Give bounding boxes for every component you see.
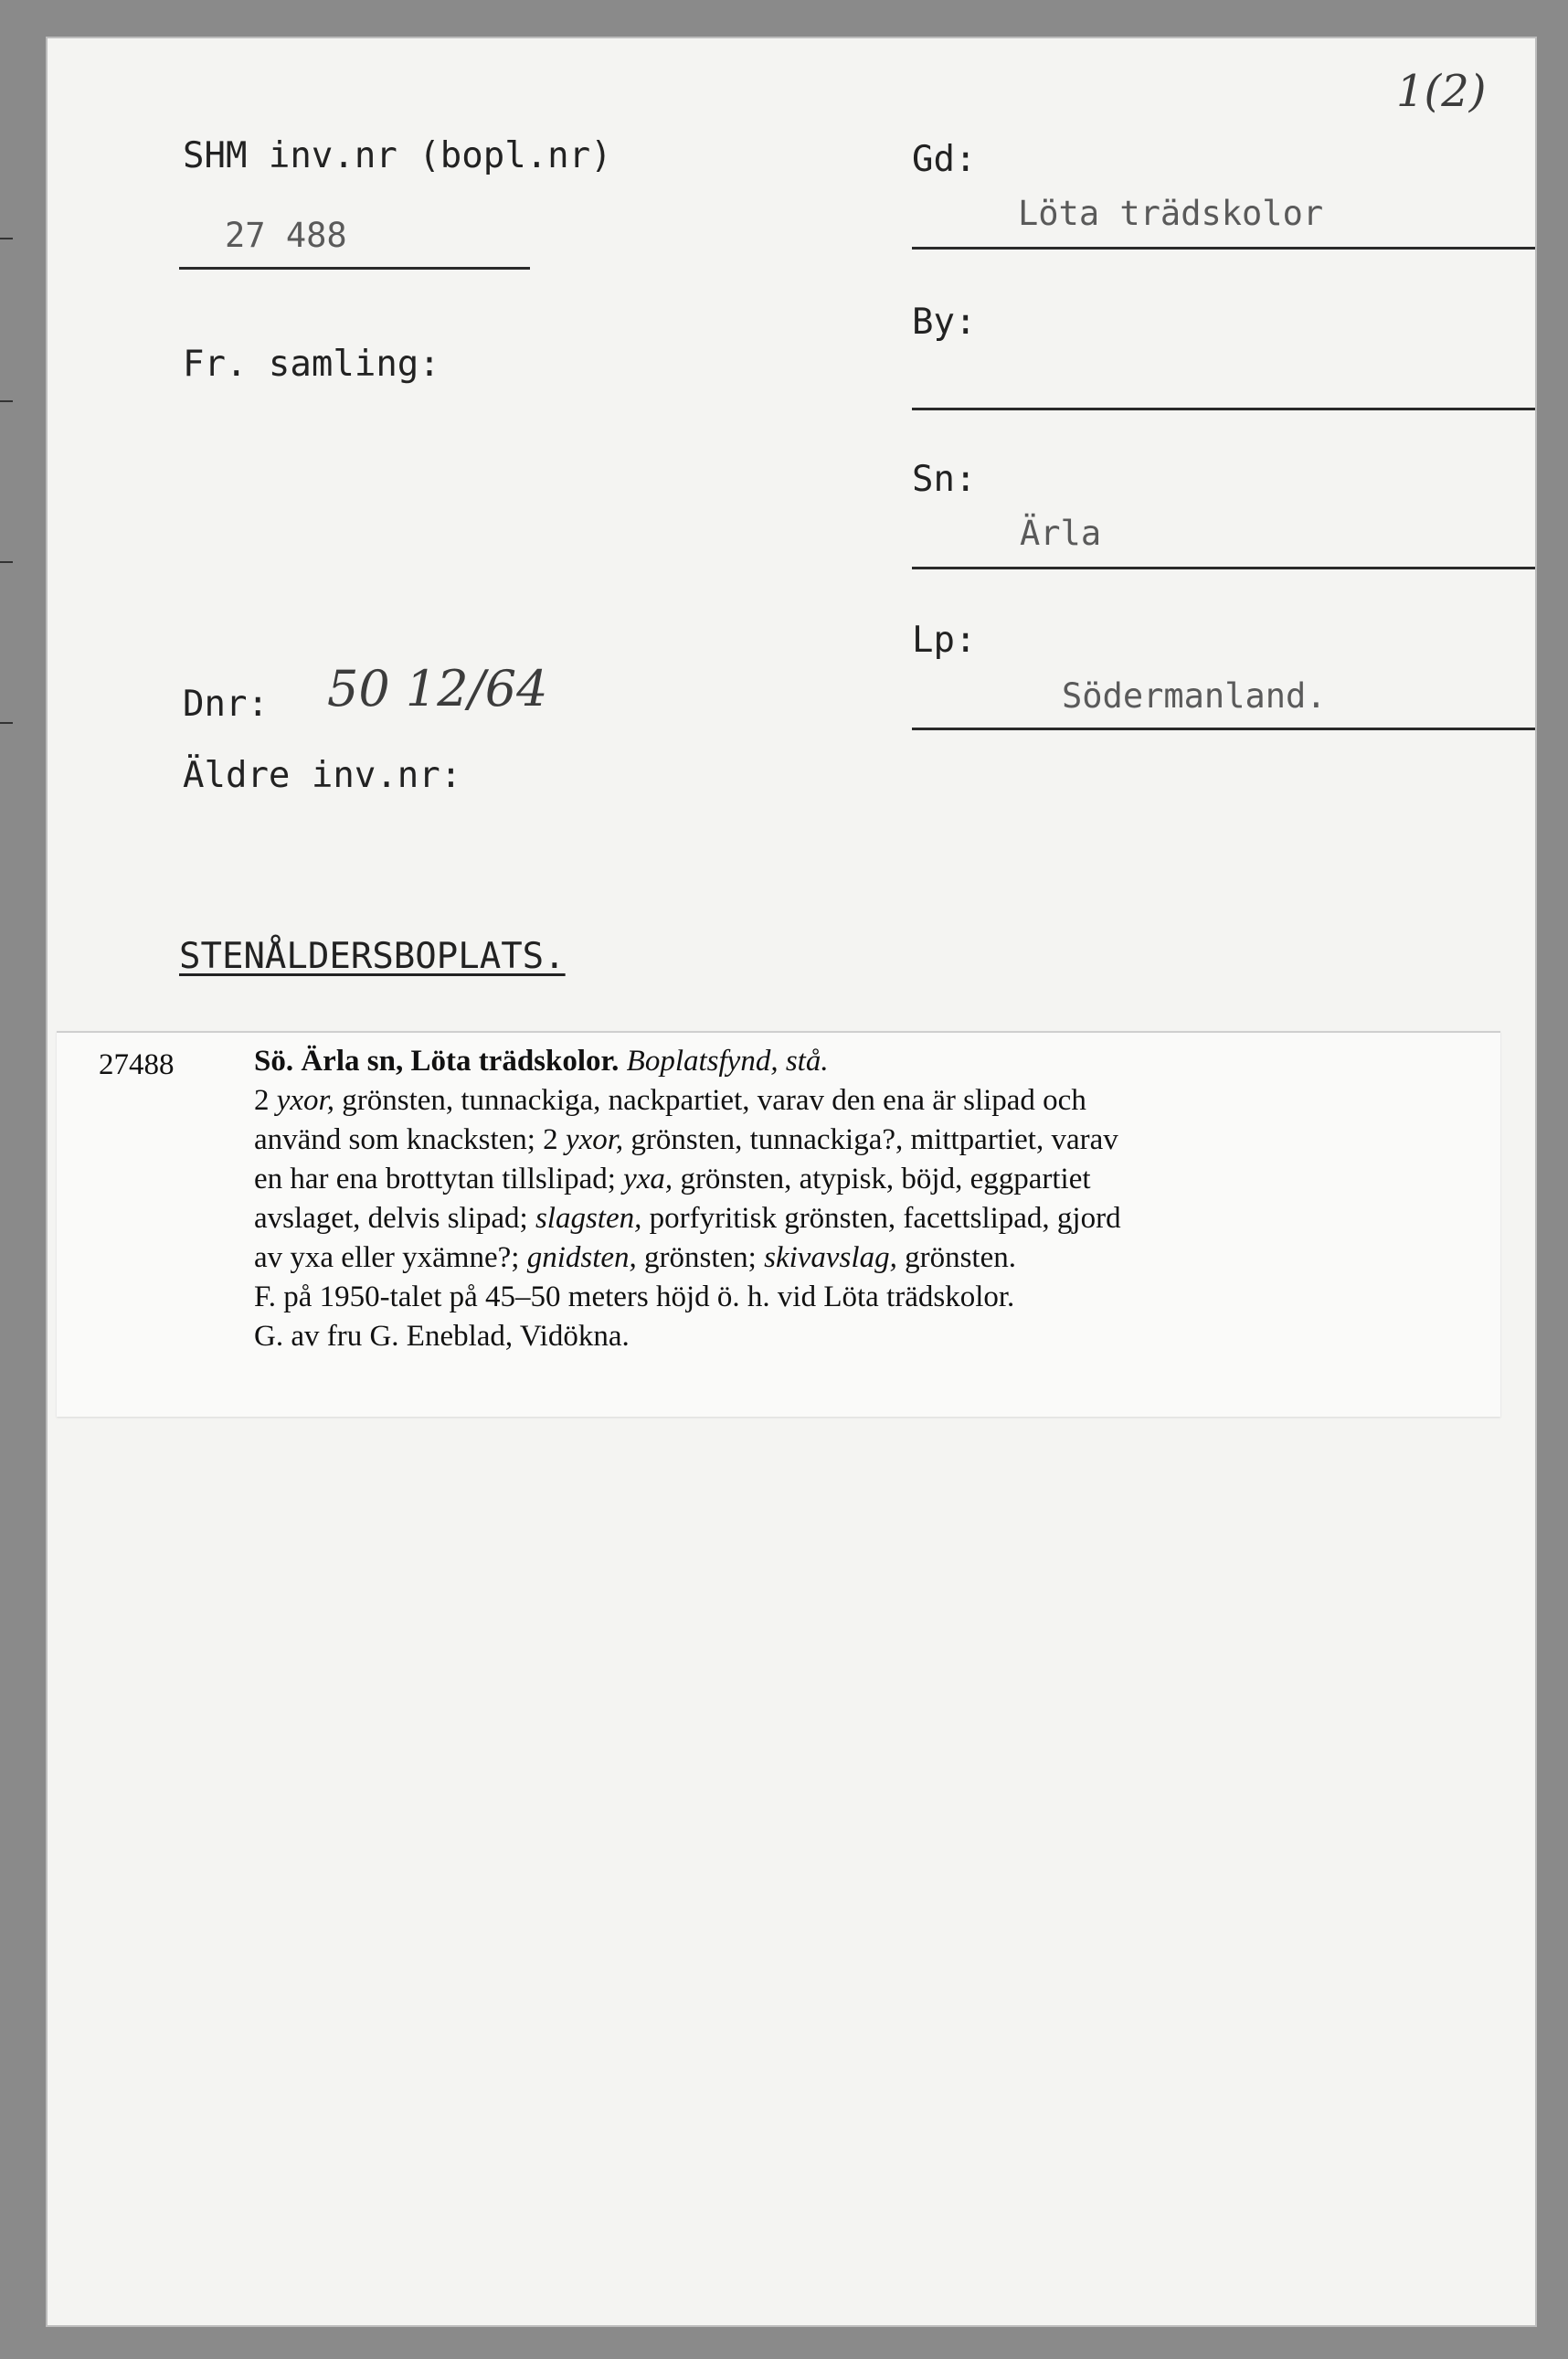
slip-text-part: grönsten. (905, 1241, 1016, 1274)
slip-line-7: F. på 1950-talet på 45–50 meters höjd ö. h. vid Löta trädskolor. (254, 1280, 1015, 1313)
slip-line-2 (254, 1081, 1351, 1121)
collection-label: Fr. samling: (183, 344, 440, 385)
by-underline (912, 408, 1535, 410)
lp-label: Lp: (912, 620, 977, 661)
sn-label: Sn: (912, 459, 977, 500)
slip-text-part: avslaget, delvis slipad; (254, 1202, 528, 1235)
slip-find-type: Boplatsfynd, stå. (626, 1045, 829, 1078)
slip-line-1 (254, 1042, 1351, 1081)
slip-term: skivavslag, (764, 1241, 897, 1274)
slip-term: yxa, (623, 1163, 673, 1195)
slip-line-6 (254, 1238, 1351, 1278)
by-label: By: (912, 302, 977, 343)
margin-tick (0, 238, 13, 239)
margin-tick (0, 722, 13, 724)
older-inv-label: Äldre inv.nr: (183, 755, 462, 796)
inv-value: 27 488 (225, 216, 347, 255)
slip-line-8: G. av fru G. Eneblad, Vidökna. (254, 1320, 630, 1353)
slip-term: yxor, (276, 1084, 334, 1117)
slip-text-part: en har ena brottytan tillslipad; (254, 1163, 616, 1195)
slip-text-part: grönsten, tunnackiga, nackpartiet, varav den ena är slipad och (342, 1084, 1086, 1117)
slip-text-part: 2 (254, 1084, 270, 1117)
slip-line-4 (254, 1160, 1351, 1199)
slip-line-3 (254, 1121, 1351, 1160)
slip-text-part: använd som knacksten; 2 (254, 1123, 558, 1156)
page-number: 1(2) (1396, 66, 1487, 117)
margin-tick (0, 400, 13, 402)
slip-locality: Sö. Ärla sn, Löta trädskolor. (254, 1045, 620, 1078)
slip-text-part: grönsten, tunnackiga?, mittpartiet, varav (630, 1123, 1118, 1156)
sn-value: Ärla (1020, 514, 1102, 553)
slip-text-part: av yxa eller yxämne?; (254, 1241, 520, 1274)
slip-term: gnidsten, (526, 1241, 637, 1274)
gd-label: Gd: (912, 139, 977, 180)
lp-value: Södermanland. (1062, 676, 1327, 716)
category-heading: STENÅLDERSBOPLATS. (179, 936, 566, 977)
lp-underline (912, 728, 1535, 730)
gd-underline (912, 247, 1535, 250)
sn-underline (912, 567, 1535, 569)
slip-text-part: grönsten; (644, 1241, 757, 1274)
margin-tick (0, 561, 13, 563)
inv-underline (179, 267, 530, 270)
dnr-label: Dnr: (183, 684, 269, 725)
slip-text-part: porfyritisk grönsten, facettslipad, gjord (649, 1202, 1121, 1235)
slip-number: 27488 (99, 1048, 175, 1081)
slip-line-5 (254, 1199, 1351, 1238)
slip-term: yxor, (565, 1123, 624, 1156)
slip-text (254, 1042, 1351, 1356)
slip-text-part: grönsten, atypisk, böjd, eggpartiet (680, 1163, 1091, 1195)
gd-value: Löta trädskolor (1018, 194, 1324, 233)
slip-term: slagsten, (535, 1202, 642, 1235)
dnr-value: 50 12/64 (327, 660, 548, 717)
inv-label: SHM inv.nr (bopl.nr) (183, 135, 612, 176)
